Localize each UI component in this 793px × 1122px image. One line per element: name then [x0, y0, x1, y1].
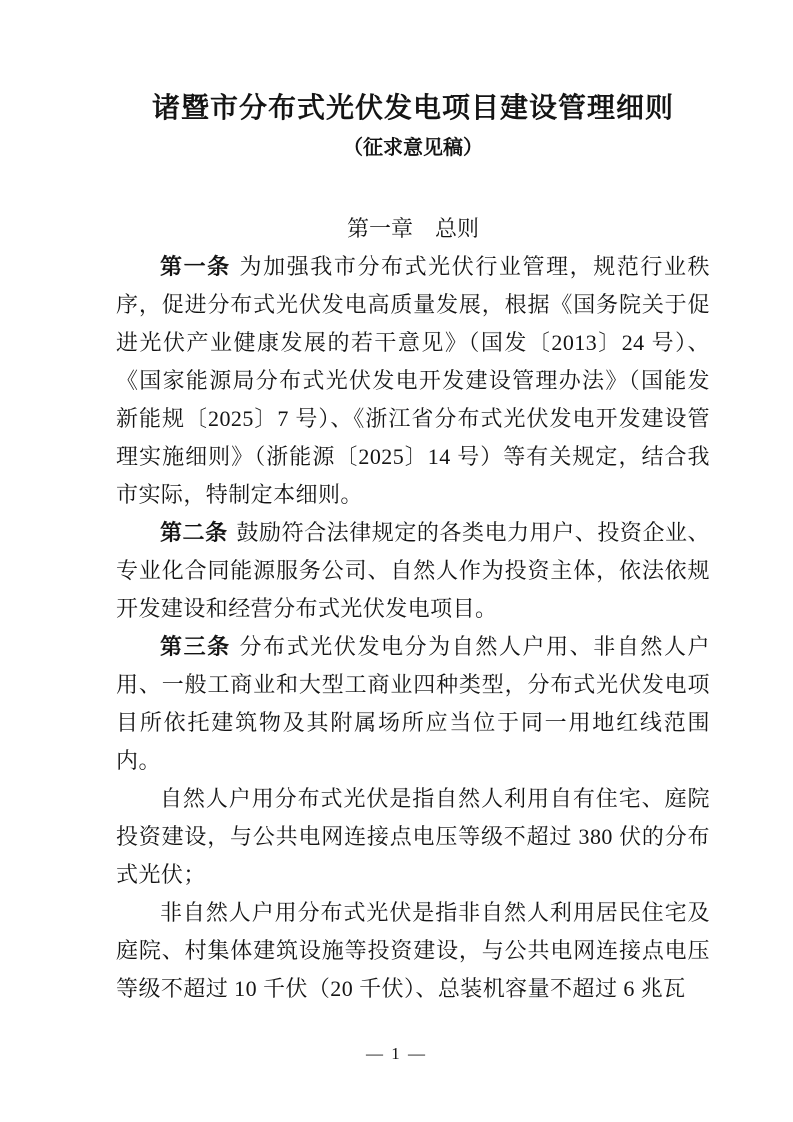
article-3-text: 分布式光伏发电分为自然人户用、非自然人户用、一般工商业和大型工商业四种类型，分布式光伏发电项目所依托建筑物及其附属场所应当位于同一用地红线范围内。 [116, 634, 710, 773]
paragraph-article-1 [116, 248, 710, 514]
document-subtitle: （征求意见稿） [343, 137, 483, 159]
page-number: — 1 — [366, 1044, 427, 1063]
paragraph-non-natural-person-definition [116, 894, 710, 1008]
article-2-label: 第二条 [160, 520, 228, 545]
paragraph-article-2 [116, 514, 710, 628]
paragraph-5-text: 非自然人户用分布式光伏是指非自然人利用居民住宅及庭院、村集体建筑设施等投资建设，与公共电网连接点电压等级不超过 10 千伏（20 千伏）、总装机容量不超过 6 兆瓦 [116, 900, 710, 1001]
document-title: 诸暨市分布式光伏发电项目建设管理细则 [151, 93, 674, 124]
paragraph-article-3 [116, 628, 710, 780]
article-1-text: 为加强我市分布式光伏行业管理，规范行业秩序，促进分布式光伏发电高质量发展，根据《国务院关于促进光伏产业健康发展的若干意见》（国发〔2013〕24 号）、《国家能源局分布式光伏发电开发建设管理办法》（国能发新能规〔2025〕7 号）、《浙江省分布式光伏发电开发建设管理实施细则》（浙能源〔2025〕14 号）等有关规定，结合我市实际，特制定本细则。 [116, 254, 710, 507]
paragraph-4-text: 自然人户用分布式光伏是指自然人利用自有住宅、庭院投资建设，与公共电网连接点电压等级不超过 380 伏的分布式光伏； [116, 786, 710, 887]
article-1-label: 第一条 [160, 254, 231, 279]
paragraph-natural-person-definition [116, 780, 710, 894]
article-3-label: 第三条 [160, 634, 231, 659]
document-body [116, 248, 710, 1008]
article-2-text: 鼓励符合法律规定的各类电力用户、投资企业、专业化合同能源服务公司、自然人作为投资主体，依法依规开发建设和经营分布式光伏发电项目。 [116, 520, 710, 621]
page-footer [0, 1044, 793, 1064]
chapter-heading: 第一章 总则 [346, 216, 479, 241]
